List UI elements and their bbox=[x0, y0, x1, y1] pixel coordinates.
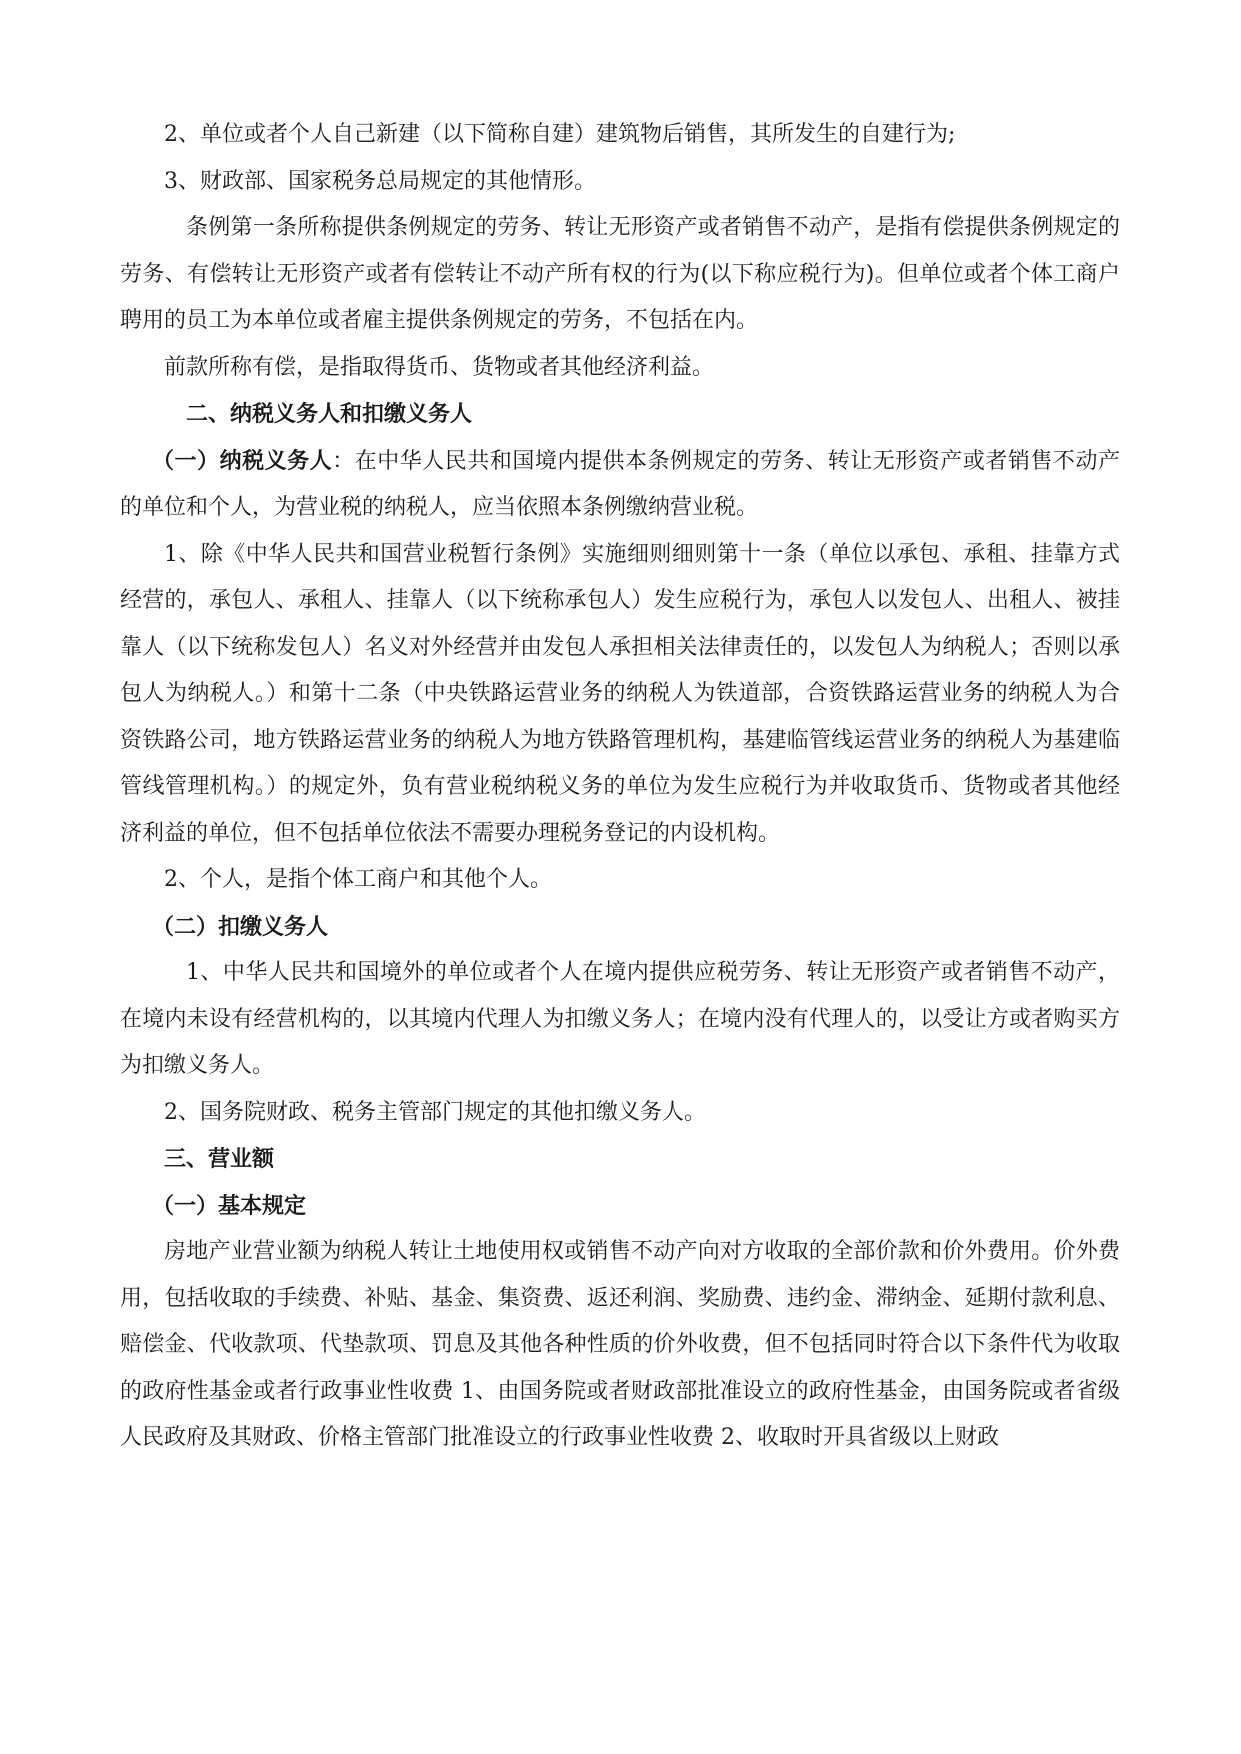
paragraph-other-cases: 3、财政部、国家税务总局规定的其他情形。 bbox=[164, 168, 596, 194]
subheading-withholding-agent: （二）扣缴义务人 bbox=[152, 913, 329, 940]
paragraph-individual: 2、个人，是指个体工商户和其他个人。 bbox=[164, 867, 552, 892]
paragraph-taxpayer-rules: 1、除《中华人民共和国营业税暂行条例》实施细则细则第十一条（单位以承包、承租、挂靠方式经营的，承包人、承租人、挂靠人（以下统称承包人）发生应税行为，承包人以发包人、出租人、被挂靠人（以下统称发包人）名义对外经营并由发包人承担相关法律责任的，以发包人为纳税人；否则以承包人为纳税人。）和第十二条（中央铁路运营业务的纳税人为铁道部，合资铁路运营业务的纳税人为合资铁路公司，地方铁路运营业务的纳税人为地方铁路管理机构，基建临管线运营业务的纳税人为基建临管线管理机构。）的规定外，负有营业税纳税义务的单位为发生应税行为并收取货币、货物或者其他经济利益的单位，但不包括单位依法不需要办理税务登记的内设机构。 bbox=[120, 541, 1120, 846]
paragraph-other-withholding: 2、国务院财政、税务主管部门规定的其他扣缴义务人。 bbox=[164, 1099, 706, 1125]
subheading-taxpayer: （一）纳税义务人 bbox=[152, 447, 333, 474]
paragraph-paid-definition: 前款所称有偿，是指取得货币、货物或者其他经济利益。 bbox=[164, 354, 715, 380]
section-heading-taxpayers: 二、纳税义务人和扣缴义务人 bbox=[186, 401, 473, 427]
subheading-basic-rules: （一）基本规定 bbox=[152, 1192, 307, 1219]
taxpayer-text: ：在中华人民共和国境内提供本条例规定的劳务、转让无形资产或者销售不动产的单位和个人，为营业税的纳税人，应当依照本条例缴纳营业税。 bbox=[120, 448, 1120, 520]
paragraph-withholding-rules: 1、中华人民共和国境外的单位或者个人在境内提供应税劳务、转让无形资产或者销售不动产，在境内未设有经营机构的，以其境内代理人为扣缴义务人；在境内没有代理人的，以受让方或者购买方为扣缴义务人。 bbox=[120, 960, 1120, 1078]
section-heading-turnover: 三、营业额 bbox=[164, 1146, 275, 1172]
paragraph-turnover-definition: 房地产业营业额为纳税人转让土地使用权或销售不动产向对方收取的全部价款和价外费用。价外费用，包括收取的手续费、补贴、基金、集资费、返还利润、奖励费、违约金、滞纳金、延期付款利息、赔偿金、代收款项、代垫款项、罚息及其他各种性质的价外收费，但不包括同时符合以下条件代为收取的政府性基金或者行政事业性收费 1、由国务院或者财政部批准设立的政府性基金，由国务院或者省级人民政府及其财政、价格主管部门批准设立的行政事业性收费 2、收取时开具省级以上财政 bbox=[120, 1239, 1120, 1450]
paragraph-taxpayer-definition bbox=[120, 438, 1120, 532]
paragraph-taxable-behavior: 条例第一条所称提供条例规定的劳务、转让无形资产或者销售不动产，是指有偿提供条例规定的劳务、有偿转让无形资产或者有偿转让不动产所有权的行为(以下称应税行为)。但单位或者个体工商户聘用的员工为本单位或者雇主提供条例规定的劳务，不包括在内。 bbox=[120, 215, 1120, 333]
document-page bbox=[120, 112, 1120, 1462]
paragraph-self-built: 2、单位或者个人自己新建（以下简称自建）建筑物后销售，其所发生的自建行为; bbox=[164, 122, 956, 147]
